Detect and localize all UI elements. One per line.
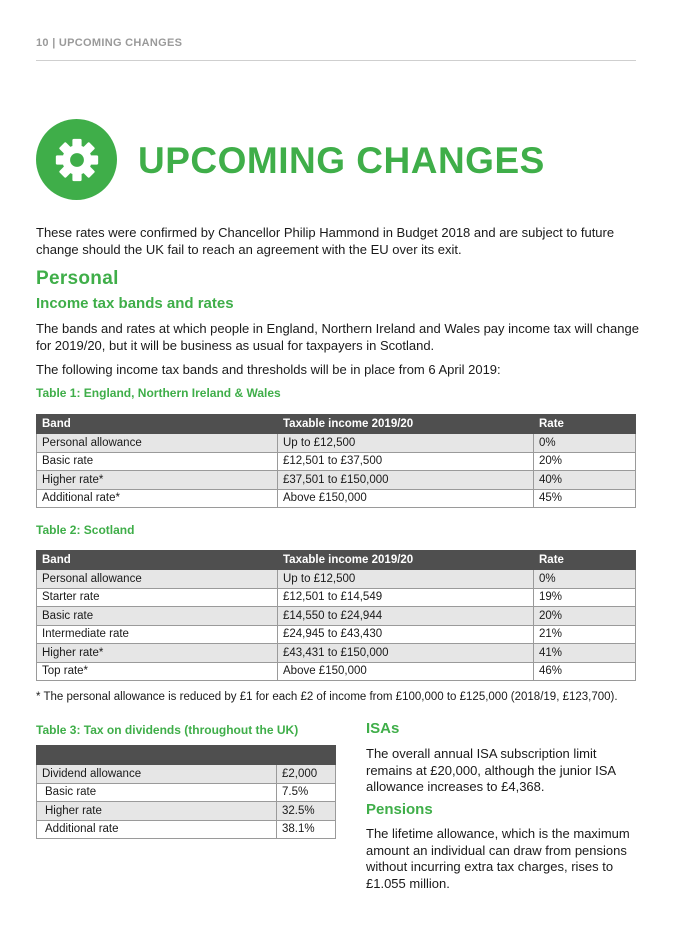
table-header-row [37,415,636,434]
cell-income: Above £150,000 [278,662,534,681]
table-row [37,471,636,490]
cell-band: Starter rate [37,588,278,607]
cell-band: Intermediate rate [37,625,278,644]
header-empty-right [277,746,336,765]
cell-rate: 45% [534,489,636,508]
table-row [37,765,336,784]
cell-band: Higher rate* [37,644,278,663]
personal-heading: Personal [36,268,119,289]
cell-income: £37,501 to £150,000 [278,471,534,490]
cell-rate: 21% [534,625,636,644]
personal-allowance-footnote: * The personal allowance is reduced by £1 for each £2 of income from £100,000 to £125,000 (2018/19, £123,700). [36,691,618,703]
header-rate: Rate [534,551,636,570]
header-rate: Rate [534,415,636,434]
cell-band: Personal allowance [37,570,278,589]
table2-caption: Table 2: Scotland [36,523,135,537]
cell-rate: 0% [534,570,636,589]
cell-rate: 41% [534,644,636,663]
pensions-heading: Pensions [366,801,433,818]
cell-band: Basic rate [37,452,278,471]
cell-value: 38.1% [277,820,336,839]
cell-income: £12,501 to £37,500 [278,452,534,471]
header-band: Band [37,551,278,570]
running-header: 10 | UPCOMING CHANGES [36,37,183,49]
table-row [37,607,636,626]
cell-income: Above £150,000 [278,489,534,508]
table-row [37,588,636,607]
header-empty-left [37,746,277,765]
cell-income: £43,431 to £150,000 [278,644,534,663]
isas-paragraph: The overall annual ISA subscription limit remains at £20,000, although the junior ISA allowance increases to £4,368. [366,746,616,794]
cell-value: £2,000 [277,765,336,784]
cell-value: 7.5% [277,783,336,802]
cell-rate: 20% [534,452,636,471]
bands-paragraph: The bands and rates at which people in England, Northern Ireland and Wales pay income tax will change for 2019/20, but it will be business as usual for taxpayers in Scotland. [36,321,639,353]
table-header-row [37,746,336,765]
table3-caption: Table 3: Tax on dividends (throughout the UK) [36,723,299,737]
cell-band: Personal allowance [37,434,278,453]
cell-rate: 46% [534,662,636,681]
income-tax-heading: Income tax bands and rates [36,295,234,312]
table-row [37,570,636,589]
cell-band: Top rate* [37,662,278,681]
table-row [37,783,336,802]
cell-income: £24,945 to £43,430 [278,625,534,644]
intro-paragraph: These rates were confirmed by Chancellor Philip Hammond in Budget 2018 and are subject to future change should the UK fail to reach an agreement with the EU over its exit. [36,225,615,257]
cell-band: Dividend allowance [37,765,277,784]
table2-scotland [36,550,636,681]
table-row [37,662,636,681]
table-row [37,452,636,471]
cell-band: Higher rate* [37,471,278,490]
hero-icon-circle [36,119,117,200]
cell-rate: 20% [534,607,636,626]
cell-band: Additional rate* [37,489,278,508]
header-rule [36,60,636,61]
cell-value: 32.5% [277,802,336,821]
table1-england-ni-wales [36,414,636,508]
cell-income: £12,501 to £14,549 [278,588,534,607]
cell-income: £14,550 to £24,944 [278,607,534,626]
table1-caption: Table 1: England, Northern Ireland & Wales [36,386,281,400]
cell-rate: 0% [534,434,636,453]
cell-band: Basic rate [37,783,277,802]
header-taxable-income: Taxable income 2019/20 [278,551,534,570]
isas-heading: ISAs [366,720,400,737]
table-row [37,644,636,663]
page-title: UPCOMING CHANGES [138,140,545,181]
gear-icon [54,137,100,183]
cell-rate: 19% [534,588,636,607]
pensions-paragraph: The lifetime allowance, which is the maximum amount an individual can draw from pensions without incurring extra tax charges, rises to £1.055 million. [366,826,630,891]
cell-band: Basic rate [37,607,278,626]
header-band: Band [37,415,278,434]
header-taxable-income: Taxable income 2019/20 [278,415,534,434]
table-row [37,434,636,453]
table-row [37,489,636,508]
following-paragraph: The following income tax bands and thresholds will be in place from 6 April 2019: [36,362,501,377]
cell-band: Additional rate [37,820,277,839]
table-row [37,802,336,821]
cell-rate: 40% [534,471,636,490]
cell-band: Higher rate [37,802,277,821]
table3-dividends [36,745,336,839]
table-header-row [37,551,636,570]
cell-income: Up to £12,500 [278,570,534,589]
table-row [37,625,636,644]
table-row [37,820,336,839]
cell-income: Up to £12,500 [278,434,534,453]
